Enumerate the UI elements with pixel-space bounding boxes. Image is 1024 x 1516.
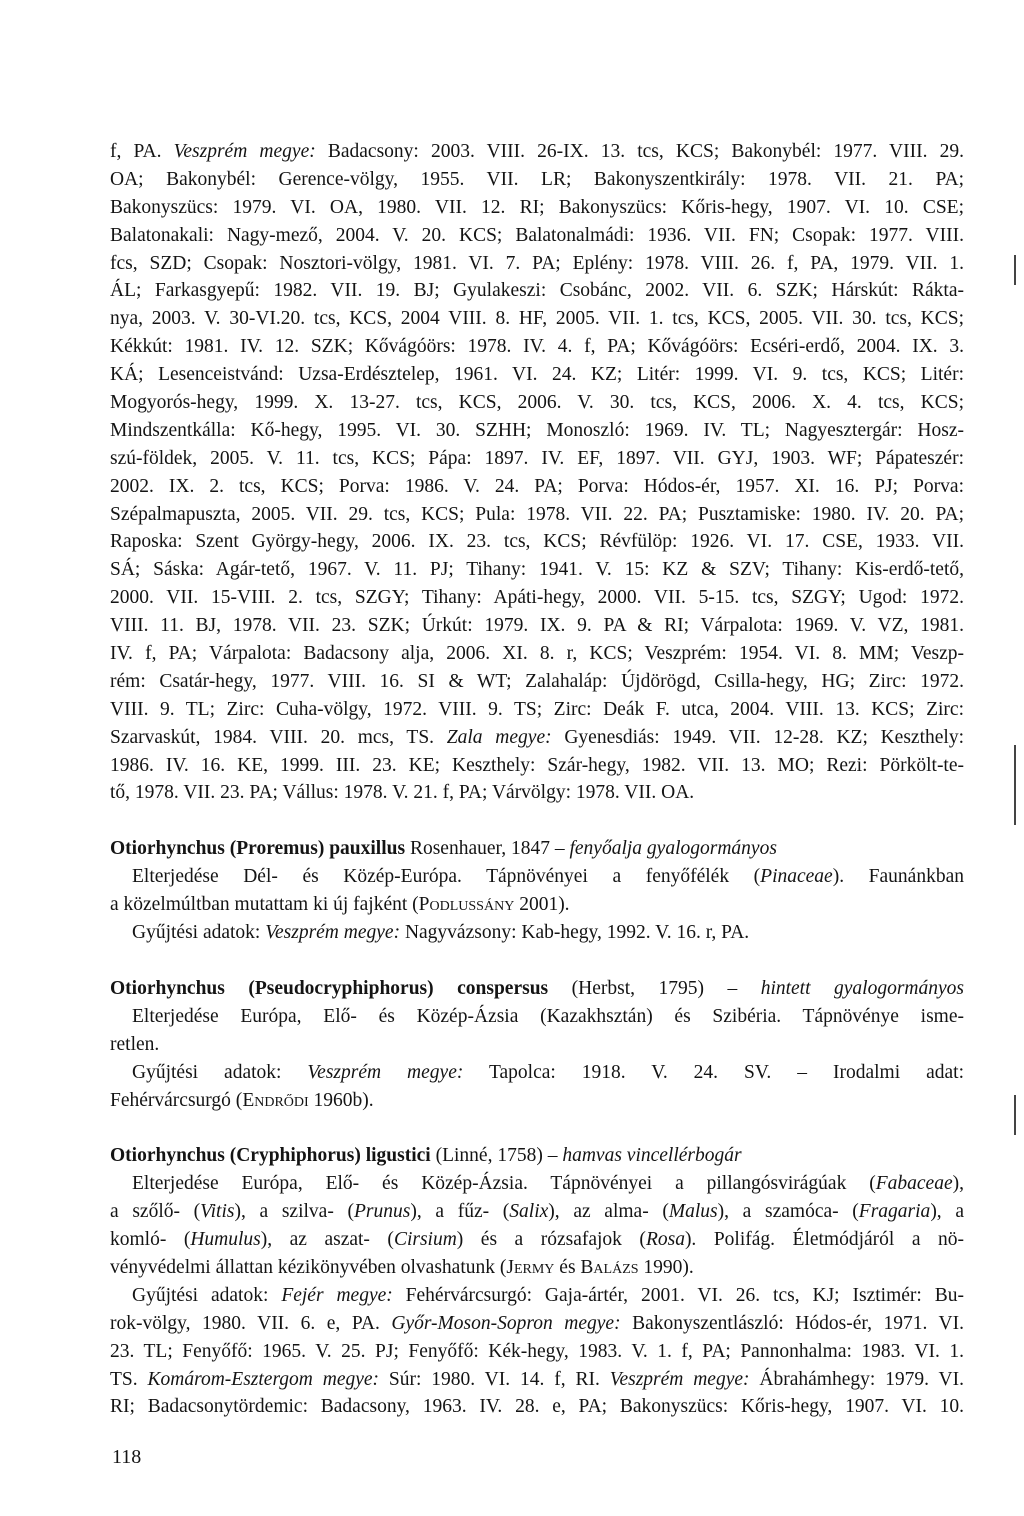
text-line: vényvédelmi állattan kézikönyvében olvashatunk (Jermy és Balázs 1990).	[110, 1256, 694, 1278]
italic-text: Fejér megye:	[281, 1284, 393, 1306]
species-common-name: hintett gyalogormányos	[760, 977, 964, 999]
species-name: Otiorhynchus (Cryphiphorus) ligustici	[110, 1145, 431, 1167]
species-heading	[110, 835, 964, 863]
text-line: a szőlő- (Vitis), a szilva- (Prunus), a fűz- (Salix), az alma- (Malus), a szamóca- (Fragaria), a	[110, 1201, 965, 1223]
italic-text: Rosa	[645, 1229, 685, 1251]
text-line: RI; Badacsonytördemic: Badacsony, 1963. IV. 28. e, PA; Bakonyszücs: Kőris-hegy, 1907. VI. 10.	[110, 1396, 964, 1418]
text-line: 2000. VII. 15-VIII. 2. tcs, SZGY; Tihany: Apáti-hegy, 2000. VII. 5-15. tcs, SZGY; Ugod: 1972.	[110, 587, 964, 609]
species-common-name: fenyőalja gyalogormányos	[569, 838, 777, 860]
text-line: fcs, SZD; Csopak: Nosztori-völgy, 1981. VI. 7. PA; Eplény: 1978. VIII. 26. f, PA, 1979. VII. 1.	[110, 252, 964, 274]
species-name: Otiorhynchus (Proremus) pauxillus	[110, 838, 406, 860]
italic-text: Győr-Moson-Sopron megye:	[391, 1312, 621, 1334]
species-name: Otiorhynchus (Pseudocryphiphorus) conspersus	[110, 977, 549, 999]
text-line: VIII. 9. TL; Zirc: Cuha-völgy, 1972. VIII. 9. TS; Zirc: Deák F. utca, 2004. VIII. 13. KCS; Zirc:	[110, 698, 964, 720]
author-citation: Balázs	[580, 1256, 639, 1278]
text-line: Bakonyszücs: 1979. VI. OA, 1980. VII. 12. RI; Bakonyszücs: Kőris-hegy, 1907. VI. 10. CSE;	[110, 196, 964, 218]
text-line: f, PA. Veszprém megye: Badacsony: 2003. VIII. 26-IX. 13. tcs, KCS; Bakonybél: 1977. VIII. 29.	[110, 141, 964, 162]
text-line: rém: Csatár-hegy, 1977. VIII. 16. SI & WT; Zalahaláp: Újdörögd, Csilla-hegy, HG; Zirc: 1972.	[110, 670, 964, 692]
text-line: TS. Komárom-Esztergom megye: Súr: 1980. VI. 14. f, RI. Veszprém megye: Ábrahámhegy: 1979. VI.	[110, 1368, 964, 1390]
text-line: 2002. IX. 2. tcs, KCS; Porva: 1986. V. 24. PA; Porva: Hódos-ér, 1957. XI. 16. PJ; Porva:	[110, 475, 964, 497]
text-line: Raposka: Szent György-hegy, 2006. IX. 23. tcs, KCS; Révfülöp: 1926. VI. 17. CSE, 1933. VII.	[110, 531, 964, 553]
species-entry	[110, 835, 964, 947]
italic-text: Veszprém megye:	[307, 1061, 464, 1083]
text-line: VIII. 11. BJ, 1978. VII. 23. SZK; Úrkút: 1979. IX. 9. PA & RI; Várpalota: 1969. V. VZ, 1981.	[110, 615, 964, 637]
species-heading	[110, 975, 964, 1003]
text-line: komló- (Humulus), az aszat- (Cirsium) és a rózsafajok (Rosa). Polifág. Életmódjáról a nö-	[110, 1229, 964, 1251]
italic-text: Fragaria	[858, 1201, 931, 1223]
species-entry	[110, 975, 964, 1114]
text-line: Kékkút: 1981. IV. 12. SZK; Kővágóörs: 1978. IV. 4. f, PA; Kővágóörs: Ecséri-erdő, 2004. IX. 3.	[110, 336, 964, 358]
species-common-name: hamvas vincellérbogár	[562, 1145, 742, 1167]
text-line: Gyűjtési adatok: Fejér megye: Fehérvárcsurgó: Gaja-ártér, 2001. VI. 26. tcs, KJ; Isztimér: Bu-	[132, 1284, 964, 1306]
author-citation: Podlussány	[418, 894, 515, 916]
text-line: Fehérvárcsurgó (Endrődi 1960b).	[110, 1089, 374, 1111]
scan-edge-mark	[1014, 1095, 1016, 1135]
italic-text: Komárom-Esztergom megye:	[147, 1368, 380, 1390]
species-heading	[110, 1142, 964, 1170]
text-line: Szarvaskút, 1984. VIII. 20. mcs, TS. Zala megye: Gyenesdiás: 1949. VII. 12-28. KZ; Keszthely:	[110, 726, 964, 748]
text-line: retlen.	[110, 1033, 160, 1055]
species-author: (Herbst, 1795) –	[548, 977, 761, 999]
author-citation: Endrődi	[242, 1089, 309, 1111]
italic-text: Veszprém megye:	[173, 141, 316, 162]
text-line: SÁ; Sáska: Agár-tető, 1967. V. 11. PJ; Tihany: 1941. V. 15: KZ & SZV; Tihany: Kis-erdő-tető,	[110, 559, 964, 581]
text-line: a közelmúltban mutattam ki új fajként (Podlussány 2001).	[110, 894, 570, 916]
species-author: (Linné, 1758) –	[430, 1145, 563, 1167]
italic-text: Salix	[509, 1201, 549, 1223]
text-line: Szépalmapuszta, 2005. VII. 29. tcs, KCS; Pula: 1978. VII. 22. PA; Pusztamiske: 1980. IV. 20. PA;	[110, 503, 964, 525]
text-line: IV. f, PA; Várpalota: Badacsony alja, 2006. XI. 8. r, KCS; Veszprém: 1954. VI. 8. MM; Veszp-	[110, 643, 964, 665]
document-page	[110, 138, 964, 1421]
text-line: Elterjedése Európa, Elő- és Közép-Ázsia (Kazakhsztán) és Szibéria. Tápnövénye isme-	[132, 1005, 964, 1027]
text-line: Gyűjtési adatok: Veszprém megye: Nagyvázsony: Kab-hegy, 1992. V. 16. r, PA.	[132, 922, 750, 944]
text-line: Mogyorós-hegy, 1999. X. 13-27. tcs, KCS, 2006. V. 30. tcs, KCS, 2006. X. 4. tcs, KCS;	[110, 392, 964, 414]
species-author: Rosenhauer, 1847 –	[405, 838, 570, 860]
italic-text: Prunus	[354, 1201, 411, 1223]
italic-text: Fabaceae	[875, 1173, 953, 1195]
italic-text: Veszprém megye:	[609, 1368, 750, 1390]
italic-text: Malus	[668, 1201, 718, 1223]
text-line: tő, 1978. VII. 23. PA; Vállus: 1978. V. 21. f, PA; Várvölgy: 1978. VII. OA.	[110, 782, 695, 804]
text-line: nya, 2003. V. 30-VI.20. tcs, KCS, 2004 VIII. 8. HF, 2005. VII. 1. tcs, KCS, 2005. VII. 30. tcs, KCS;	[110, 308, 964, 330]
text-line: KÁ; Lesenceistvánd: Uzsa-Erdésztelep, 1961. VI. 24. KZ; Litér: 1999. VI. 9. tcs, KCS; Litér:	[110, 364, 964, 386]
page-number: 118	[112, 1446, 142, 1468]
text-line: OA; Bakonybél: Gerence-völgy, 1955. VII. LR; Bakonyszentkirály: 1978. VII. 21. PA;	[110, 168, 964, 190]
author-citation: Jermy	[506, 1256, 555, 1278]
italic-text: Cirsium	[393, 1229, 457, 1251]
italic-text: Pinaceae	[760, 866, 833, 888]
top-block	[110, 138, 964, 807]
text-line: Elterjedése Dél- és Közép-Európa. Tápnövényei a fenyőfélék (Pinaceae). Faunánkban	[132, 866, 964, 888]
text-line: 1986. IV. 16. KE, 1999. III. 23. KE; Keszthely: Szár-hegy, 1982. VII. 13. MO; Rezi: Pörkölt-te-	[110, 754, 964, 776]
text-line: rok-völgy, 1980. VII. 6. e, PA. Győr-Moson-Sopron megye: Bakonyszentlászló: Hódos-ér, 1971. VI.	[110, 1312, 964, 1334]
italic-text: Vitis	[200, 1201, 235, 1223]
scan-edge-mark	[1014, 255, 1016, 285]
text-line: 23. TL; Fenyőfő: 1965. V. 25. PJ; Fenyőfő: Kék-hegy, 1983. V. 1. f, PA; Pannonhalma: 1983. VI. 1.	[110, 1340, 964, 1362]
italic-text: Humulus	[190, 1229, 261, 1251]
species-entry	[110, 1142, 964, 1421]
text-line: Balatonakali: Nagy-mező, 2004. V. 20. KCS; Balatonalmádi: 1936. VII. FN; Csopak: 1977. VIII.	[110, 224, 964, 246]
italic-text: Veszprém megye:	[265, 922, 401, 944]
text-line: Gyűjtési adatok: Veszprém megye: Tapolca: 1918. V. 24. SV. – Irodalmi adat:	[132, 1061, 965, 1083]
text-line: Elterjedése Európa, Elő- és Közép-Ázsia. Tápnövényei a pillangósvirágúak (Fabaceae),	[132, 1173, 964, 1195]
text-line: szú-földek, 2005. V. 11. tcs, KCS; Pápa: 1897. IV. EF, 1897. VII. GYJ, 1903. WF; Pápateszér:	[110, 447, 964, 469]
scan-edge-mark	[1014, 745, 1016, 825]
text-line: Mindszentkálla: Kő-hegy, 1995. VI. 30. SZHH; Monoszló: 1969. IV. TL; Nagyesztergár: Hosz-	[110, 419, 964, 441]
text-line: ÁL; Farkasgyepű: 1982. VII. 19. BJ; Gyulakeszi: Csobánc, 2002. VII. 6. SZK; Hárskút: Rákta-	[110, 280, 964, 302]
italic-text: Zala megye:	[446, 726, 552, 748]
